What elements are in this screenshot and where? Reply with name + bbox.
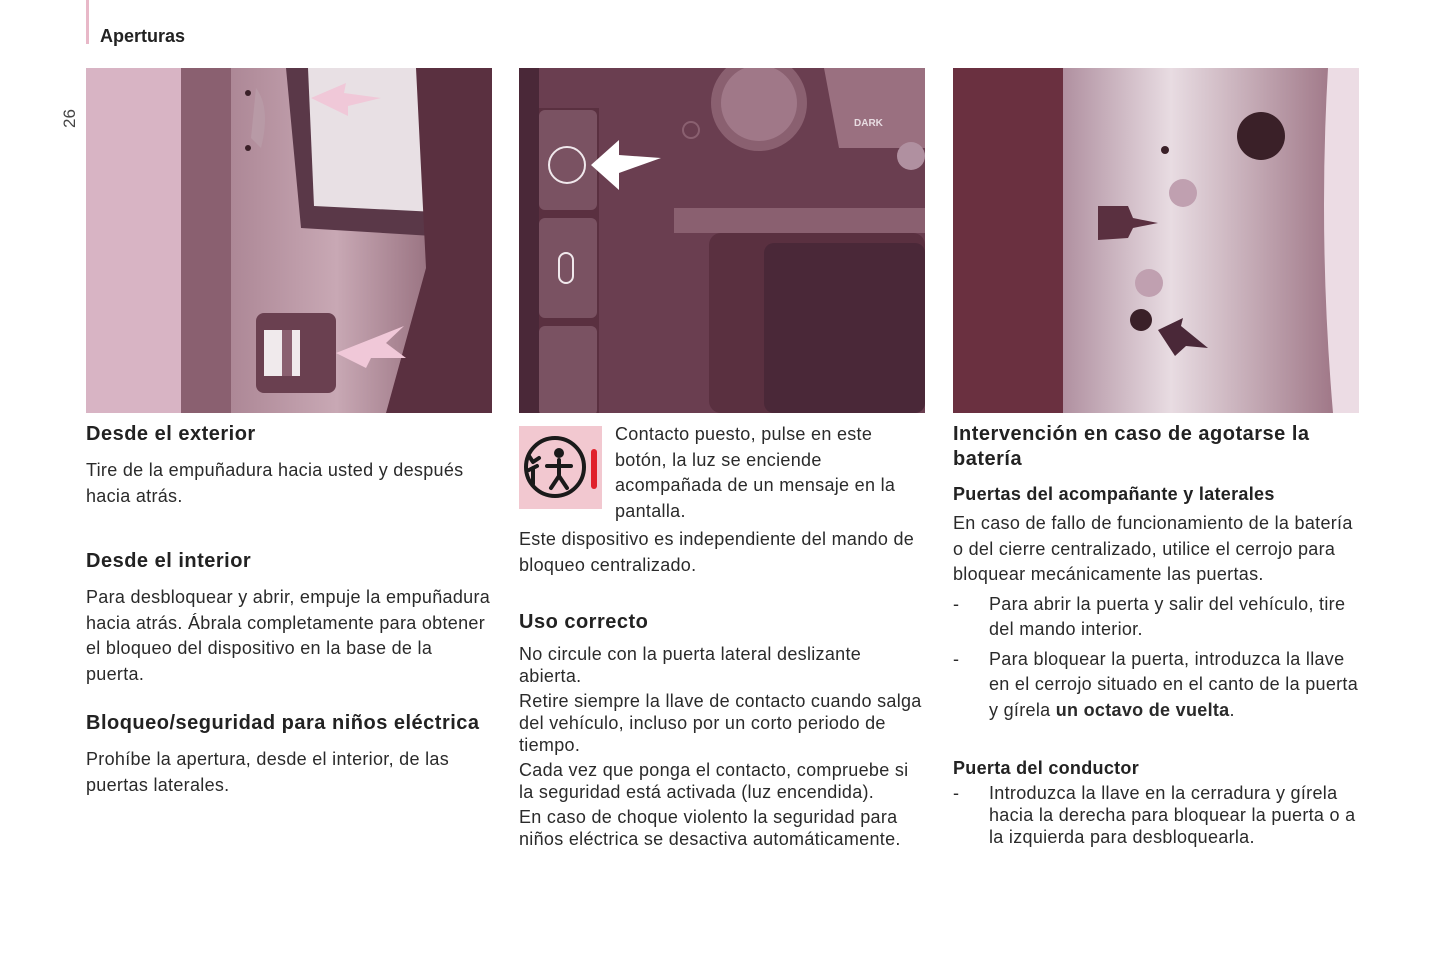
svg-text:DARK: DARK (854, 118, 883, 129)
column-left (86, 422, 492, 798)
interior-text: Para desbloquear y abrir, empuje la empuñadura hacia atrás. Ábrala completamente para obtener el bloqueo del dispositivo en la base de la puerta. (86, 587, 491, 684)
uso-paragraph: En caso de choque violento la seguridad para niños eléctrica se desactiva automáticamente. (519, 807, 901, 849)
battery-heading: Intervención en caso de agotarse la batería (953, 423, 1310, 470)
uso-paragraph: Retire siempre la llave de contacto cuando salga del vehículo, incluso por un corto periodo de tiempo. (519, 691, 922, 755)
uso-paragraph: Cada vez que ponga el contacto, compruebe si la seguridad está activada (luz encendida). (519, 760, 909, 802)
uso-correcto-heading: Uso correcto (519, 611, 649, 633)
door-handle-illustration (86, 68, 492, 413)
child-lock-icon (519, 426, 602, 509)
doors-subheading: Puertas del acompañante y laterales (953, 484, 1275, 504)
child-lock-instruction: Contacto puesto, pulse en este botón, la luz se enciende acompañada de un mensaje en la pantalla. (615, 424, 896, 521)
driver-door-subheading: Puerta del conductor (953, 758, 1140, 778)
column-middle (519, 422, 925, 850)
section-title: Aperturas (100, 26, 186, 46)
uso-paragraph: No circule con la puerta lateral deslizante abierta. (519, 644, 862, 686)
page-number: 26 (60, 109, 79, 128)
list-item: - Para bloquear la puerta, introduzca la llave en el cerrojo situado en el canto de la puerta y gírela un octavo de vuelta. (953, 647, 1359, 724)
independent-text: Este dispositivo es independiente del mando de bloqueo centralizado. (519, 529, 915, 575)
list-item: - Para abrir la puerta y salir del vehículo, tire del mando interior. (953, 592, 1359, 643)
list-item: - Introduzca la llave en la cerradura y gírela hacia la derecha para bloquear la puerta o a la izquierda para desbloquearla. (953, 782, 1359, 848)
dashboard-child-lock-illustration (519, 68, 925, 413)
exterior-heading: Desde el exterior (86, 423, 256, 445)
door-lock-illustration (953, 68, 1359, 413)
doors-text: En caso de fallo de funcionamiento de la batería o del cierre centralizado, utilice el cerrojo para bloquear mecánicamente las puertas. (953, 513, 1353, 584)
child-lock-text: Prohíbe la apertura, desde el interior, de las puertas laterales. (86, 749, 450, 795)
column-right (953, 422, 1359, 848)
header-accent-bar (86, 0, 89, 44)
interior-heading: Desde el interior (86, 550, 252, 572)
child-lock-heading: Bloqueo/seguridad para niños eléctrica (86, 712, 480, 734)
exterior-text: Tire de la empuñadura hacia usted y después hacia atrás. (86, 460, 464, 506)
